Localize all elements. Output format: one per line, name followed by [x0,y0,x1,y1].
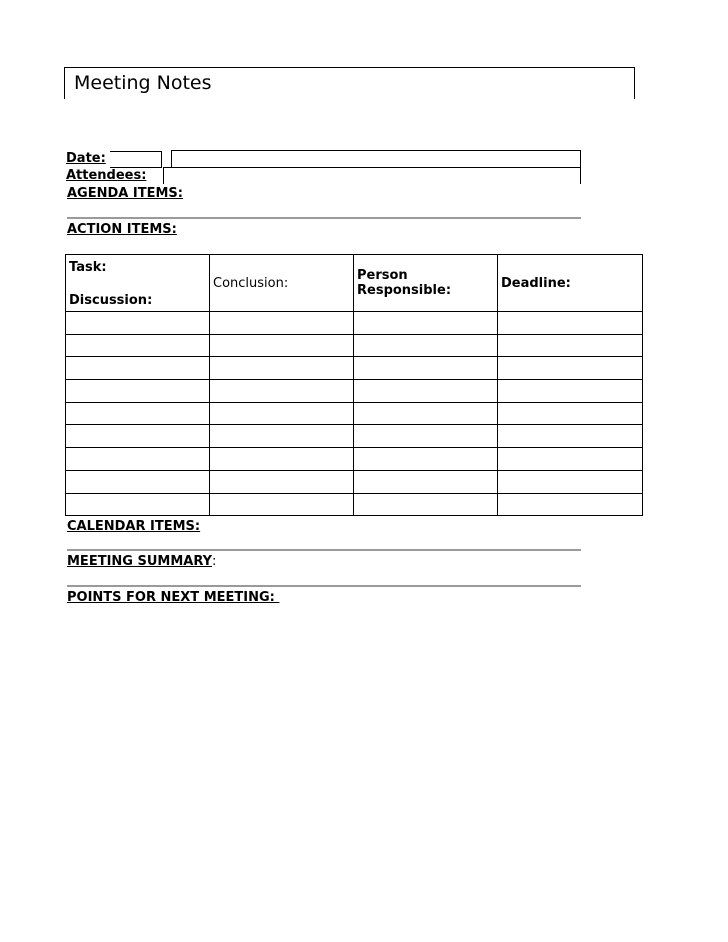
date-field-top [171,150,581,151]
date-box-top [110,151,162,152]
table-cell[interactable] [498,425,643,448]
table-row [66,493,643,516]
table-cell[interactable] [354,357,498,380]
table-row [66,312,643,335]
table-cell[interactable] [498,470,643,493]
agenda-divider [67,217,581,219]
table-row [66,380,643,403]
table-cell[interactable] [66,357,210,380]
meeting-summary-label: MEETING SUMMARY [67,554,213,569]
table-cell[interactable] [354,402,498,425]
table-cell[interactable] [354,312,498,335]
meeting-summary-colon: : [212,554,217,569]
table-cell[interactable] [210,470,354,493]
attendees-field-left [163,168,164,184]
table-cell[interactable] [210,380,354,403]
points-next-meeting-heading: POINTS FOR NEXT MEETING: [67,590,280,605]
table-cell[interactable] [354,334,498,357]
table-cell[interactable] [498,493,643,516]
table-cell[interactable] [210,493,354,516]
attendees-field-line [163,167,581,168]
table-cell[interactable] [498,334,643,357]
header-deadline: Deadline: [498,255,643,312]
attendees-label: Attendees: [66,168,147,183]
table-row [66,448,643,471]
table-cell[interactable] [498,402,643,425]
table-cell[interactable] [66,425,210,448]
header-task-discussion [66,255,210,312]
table-cell[interactable] [66,493,210,516]
action-items-table [65,254,643,516]
table-cell[interactable] [66,402,210,425]
table-row [66,402,643,425]
table-row [66,357,643,380]
table-cell[interactable] [354,448,498,471]
page-title: Meeting Notes [74,72,212,94]
table-cell[interactable] [210,425,354,448]
table-cell[interactable] [66,334,210,357]
table-cell[interactable] [210,448,354,471]
table-cell[interactable] [210,312,354,335]
table-cell[interactable] [210,402,354,425]
table-cell[interactable] [66,380,210,403]
table-row [66,334,643,357]
table-cell[interactable] [210,357,354,380]
table-cell[interactable] [354,380,498,403]
date-box-right [161,151,162,168]
date-box-bottom [110,167,162,168]
table-row [66,470,643,493]
table-cell[interactable] [498,357,643,380]
header-discussion: Discussion: [69,293,153,308]
header-task: Task: [69,260,107,275]
table-header-row [66,255,643,312]
table-cell[interactable] [66,312,210,335]
table-cell[interactable] [354,470,498,493]
table-cell[interactable] [210,334,354,357]
summary-divider [67,585,581,587]
date-field-left [171,150,172,167]
action-items-heading: ACTION ITEMS: [67,222,177,237]
table-cell[interactable] [354,493,498,516]
table-cell[interactable] [498,312,643,335]
table-cell[interactable] [354,425,498,448]
header-conclusion: Conclusion: [210,255,354,312]
table-row [66,425,643,448]
table-cell[interactable] [66,470,210,493]
agenda-items-heading: AGENDA ITEMS: [67,186,183,201]
table-cell[interactable] [66,448,210,471]
calendar-items-heading: CALENDAR ITEMS: [67,519,201,534]
meeting-summary-heading [67,554,216,569]
table-cell[interactable] [498,448,643,471]
title-box [64,67,635,99]
table-cell[interactable] [498,380,643,403]
calendar-divider [67,549,581,551]
date-label: Date: [66,151,106,166]
header-person-responsible: Person Responsible: [354,255,498,312]
